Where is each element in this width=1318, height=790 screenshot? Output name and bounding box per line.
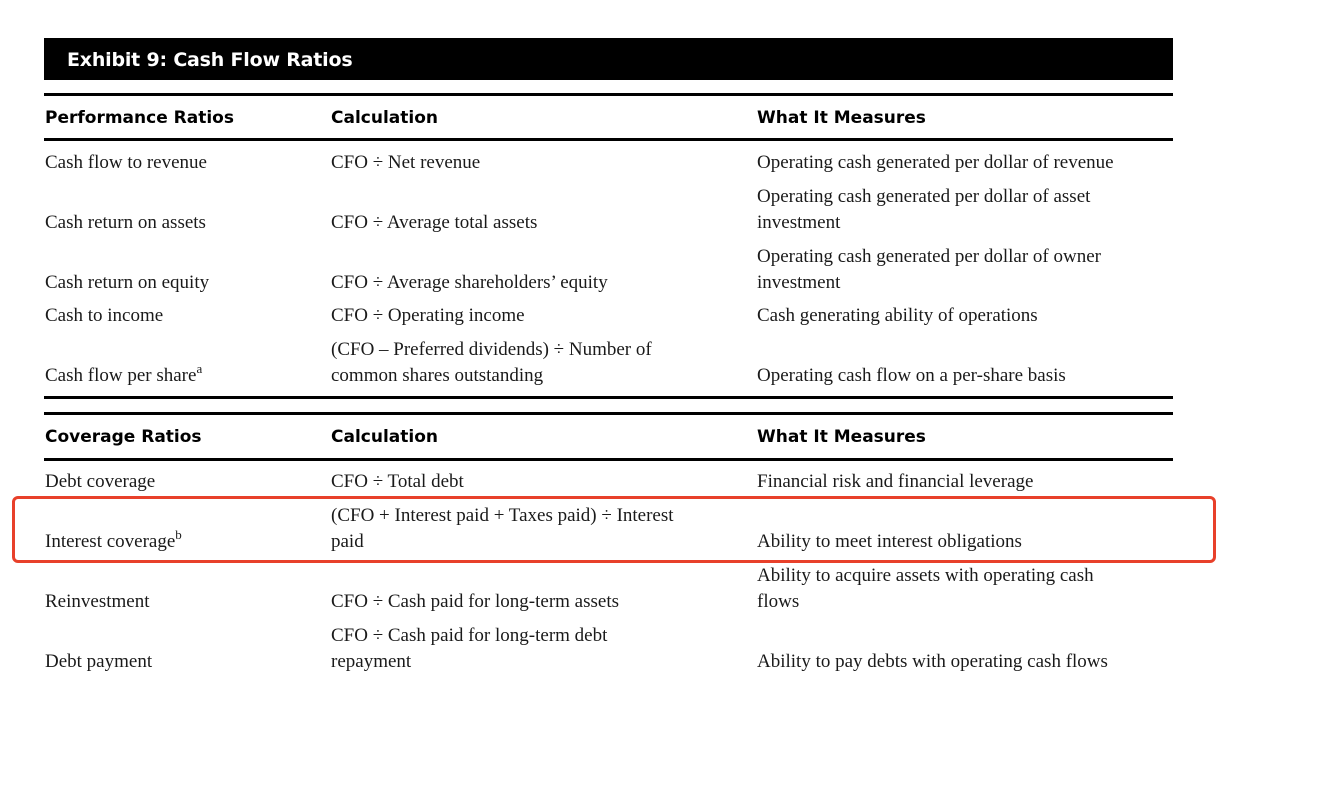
table-row-calculation: CFO ÷ Cash paid for long-term debt	[331, 625, 608, 646]
table-row-ratio: Cash return on equity	[45, 272, 210, 293]
table-row-ratio: Debt payment	[45, 651, 153, 672]
performance-top-rule	[44, 93, 1173, 96]
table-row-calculation-cont: repayment	[331, 651, 412, 672]
table-row-ratio	[45, 360, 203, 389]
table-row-calculation: CFO ÷ Total debt	[331, 471, 464, 492]
ratio-name: Interest coverage	[45, 531, 176, 552]
table-row-measures: Financial risk and financial leverage	[757, 471, 1034, 492]
table-row-measures-cont: investment	[757, 272, 841, 293]
table-row-calculation: (CFO + Interest paid + Taxes paid) ÷ Interest	[331, 505, 674, 526]
table-row-measures: Cash generating ability of operations	[757, 305, 1038, 326]
table-row-calculation: CFO ÷ Average shareholders’ equity	[331, 272, 608, 293]
table-row-ratio: Cash return on assets	[45, 212, 206, 233]
table-row-calculation: CFO ÷ Net revenue	[331, 152, 481, 173]
table-row-measures: Ability to acquire assets with operating cash	[757, 565, 1094, 586]
table-row-calculation-cont: paid	[331, 531, 364, 552]
table-row-calculation: CFO ÷ Cash paid for long-term assets	[331, 591, 620, 612]
table-row-ratio: Cash flow to revenue	[45, 152, 207, 173]
footnote-marker: a	[196, 360, 203, 376]
table-row-ratio: Reinvestment	[45, 591, 150, 612]
performance-header-ratio: Performance Ratios	[45, 108, 234, 128]
performance-header-measures: What It Measures	[757, 108, 926, 128]
table-row-measures: Operating cash generated per dollar of asset	[757, 186, 1091, 207]
table-row-measures-cont: investment	[757, 212, 841, 233]
table-row-calculation-cont: common shares outstanding	[331, 365, 544, 386]
table-row-calculation: (CFO – Preferred dividends) ÷ Number of	[331, 339, 652, 360]
table-row-calculation: CFO ÷ Average total assets	[331, 212, 538, 233]
exhibit-title-bar	[44, 38, 1173, 80]
exhibit-title: Exhibit 9: Cash Flow Ratios	[67, 49, 353, 71]
performance-header-calculation: Calculation	[331, 108, 438, 128]
performance-header-rule	[44, 138, 1173, 141]
highlight-box	[12, 496, 1216, 563]
performance-bottom-rule	[44, 396, 1173, 399]
ratio-name: Cash flow per share	[45, 365, 197, 386]
table-row-measures: Ability to meet interest obligations	[757, 531, 1022, 552]
coverage-top-rule	[44, 412, 1173, 415]
table-row-measures: Operating cash generated per dollar of owner	[757, 246, 1101, 267]
table-row-ratio: Cash to income	[45, 305, 164, 326]
coverage-header-rule	[44, 458, 1173, 461]
table-row-measures: Ability to pay debts with operating cash flows	[757, 651, 1108, 672]
footnote-marker: b	[175, 526, 182, 542]
coverage-header-measures: What It Measures	[757, 427, 926, 447]
table-row-measures-cont: flows	[757, 591, 800, 612]
table-row-calculation: CFO ÷ Operating income	[331, 305, 525, 326]
coverage-header-calculation: Calculation	[331, 427, 438, 447]
table-row-measures: Operating cash flow on a per-share basis	[757, 365, 1066, 386]
table-row-ratio: Debt coverage	[45, 471, 156, 492]
table-row-measures: Operating cash generated per dollar of revenue	[757, 152, 1114, 173]
coverage-header-ratio: Coverage Ratios	[45, 427, 202, 447]
